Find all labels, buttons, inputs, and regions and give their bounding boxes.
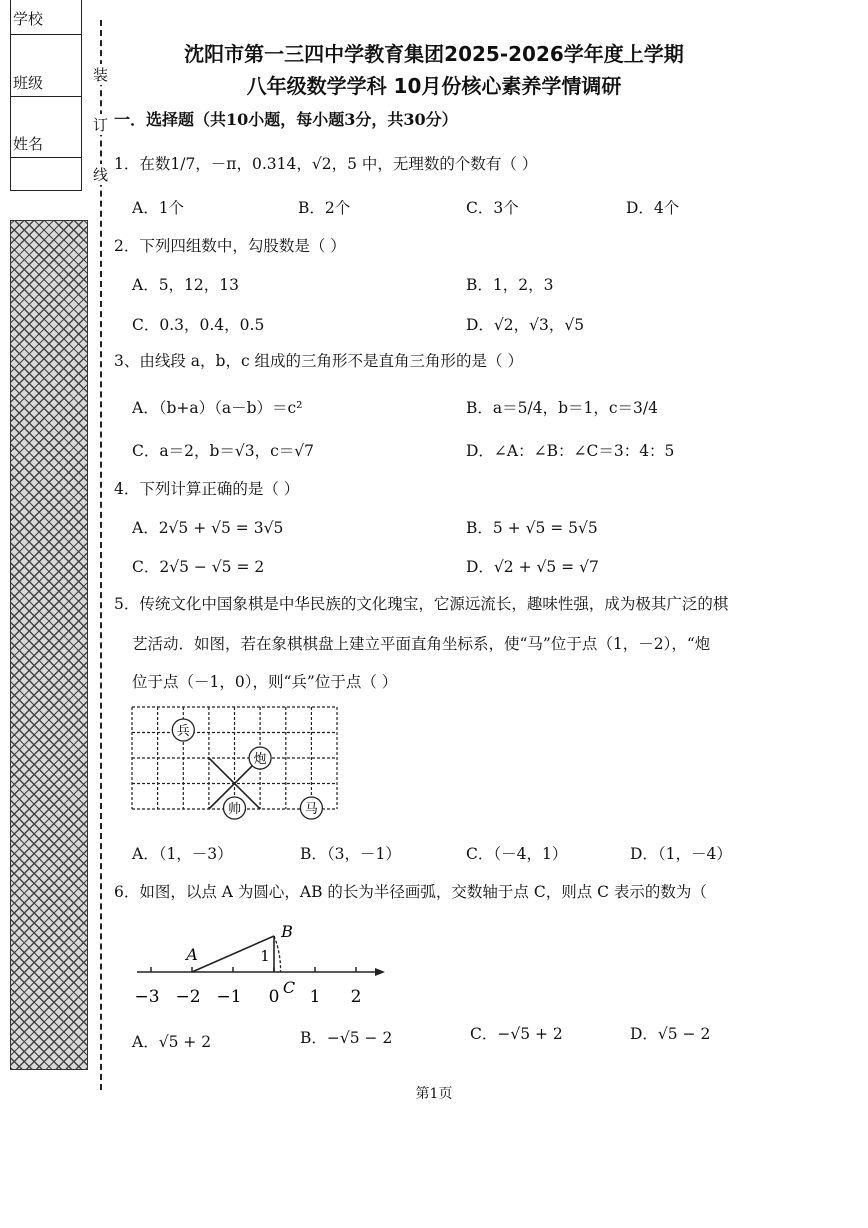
hatched-binding-margin <box>10 220 88 1070</box>
number-line-tick-labels <box>134 987 361 1007</box>
q2-option-b: B．1，2，3 <box>466 276 554 294</box>
name-field-line <box>11 157 81 158</box>
point-a-label: A <box>186 945 198 964</box>
piece-bing-label: 兵 <box>176 724 190 739</box>
q5-option-b: B．（3，－1） <box>300 845 401 863</box>
binding-char-zhuang: 装 <box>93 66 109 84</box>
piece-ma <box>300 797 322 819</box>
question-6-stem: 6．如图，以点 A 为圆心，AB 的长为半径画弧，交数轴于点 C，则点 C 表示的数为（ <box>114 883 707 901</box>
chessboard-figure <box>125 700 345 825</box>
point-b-label: B <box>281 922 293 941</box>
q1-option-c: C．3个 <box>466 199 519 217</box>
tick-label-1: 1 <box>309 987 321 1007</box>
q1-option-b: B．2个 <box>298 199 351 217</box>
piece-pao <box>249 747 271 769</box>
tick-label-neg1: −1 <box>216 987 242 1007</box>
q6-option-b: B．−√5 − 2 <box>300 1029 393 1047</box>
tick-label-0: 0 <box>268 987 280 1007</box>
piece-bing <box>172 719 194 741</box>
school-label: 学校 <box>13 10 44 28</box>
q6-option-c: C．−√5 + 2 <box>470 1025 563 1043</box>
exam-title-line1: 沈阳市第一三四中学教育集团2025-2026学年度上学期 <box>184 42 684 66</box>
arc-ab <box>274 936 281 972</box>
q4-option-b: B．5 + √5 = 5√5 <box>466 519 598 537</box>
chessboard-grid <box>132 707 337 809</box>
q2-option-d: D．√2，√3，√5 <box>466 316 585 334</box>
q1-option-a: A．1个 <box>132 199 185 217</box>
tick-label-neg2: −2 <box>175 987 201 1007</box>
segment-length-label: 1 <box>260 947 270 965</box>
q2-option-c: C．0.3，0.4，0.5 <box>132 316 265 334</box>
binding-char-xian: 线 <box>93 166 109 184</box>
question-5-stem-line3: 位于点（－1，0），则“兵”位于点（ ） <box>132 673 398 691</box>
section-heading: 一．选择题（共10小题，每小题3分，共30分） <box>114 110 458 129</box>
q6-option-d: D．√5 − 2 <box>630 1025 711 1043</box>
name-label: 姓名 <box>13 135 44 153</box>
q6-option-a: A．√5 + 2 <box>132 1033 212 1051</box>
tick-label-neg3: −3 <box>134 987 160 1007</box>
q3-option-c: C．a＝2，b＝√3，c＝√7 <box>132 442 315 460</box>
q4-option-c: C．2√5 − √5 = 2 <box>132 558 265 576</box>
question-5-stem-line1: 5．传统文化中国象棋是中华民族的文化瑰宝，它源远流长，趣味性强，成为极其广泛的棋 <box>114 595 729 613</box>
question-4-stem: 4．下列计算正确的是（ ） <box>114 480 300 498</box>
tick-label-2: 2 <box>350 987 362 1007</box>
number-line-arrow <box>375 968 385 976</box>
q3-option-d: D．∠A：∠B：∠C＝3：4：5 <box>466 442 675 460</box>
piece-shuai-label: 帅 <box>227 802 242 817</box>
question-2-stem: 2．下列四组数中，勾股数是（ ） <box>114 237 346 255</box>
class-label: 班级 <box>13 74 44 92</box>
number-line-figure <box>125 915 395 1010</box>
piece-ma-label: 马 <box>304 802 318 817</box>
question-1-stem: 1．在数1/7，－π，0.314，√2，5 中，无理数的个数有（ ） <box>114 155 538 173</box>
q3-option-a: A．（b+a）（a－b）＝c² <box>132 399 303 417</box>
exam-title-line2: 八年级数学学科 10月份核心素养学情调研 <box>246 74 622 98</box>
question-5-stem-line2: 艺活动．如图，若在象棋棋盘上建立平面直角坐标系，使“马”位于点（1，－2），“炮 <box>132 635 711 653</box>
point-c-label: C <box>282 978 296 997</box>
page-number: 第1页 <box>415 1086 453 1102</box>
q5-option-c: C．（－4，1） <box>466 845 568 863</box>
q5-option-d: D．（1，－4） <box>630 845 732 863</box>
q5-option-a: A．（1，－3） <box>132 845 233 863</box>
q1-option-d: D．4个 <box>626 199 680 217</box>
q4-option-a: A．2√5 + √5 = 3√5 <box>132 519 284 537</box>
q2-option-a: A．5，12，13 <box>132 276 240 294</box>
piece-shuai <box>224 797 246 819</box>
school-field-line <box>11 34 81 35</box>
q4-option-d: D．√2 + √5 = √7 <box>466 558 599 576</box>
question-3-stem: 3、由线段 a，b，c 组成的三角形不是直角三角形的是（ ） <box>114 352 523 370</box>
binding-char-ding: 订 <box>93 116 109 134</box>
q3-option-b: B．a＝5/4，b＝1，c＝3/4 <box>466 399 658 417</box>
piece-pao-label: 炮 <box>253 752 267 767</box>
